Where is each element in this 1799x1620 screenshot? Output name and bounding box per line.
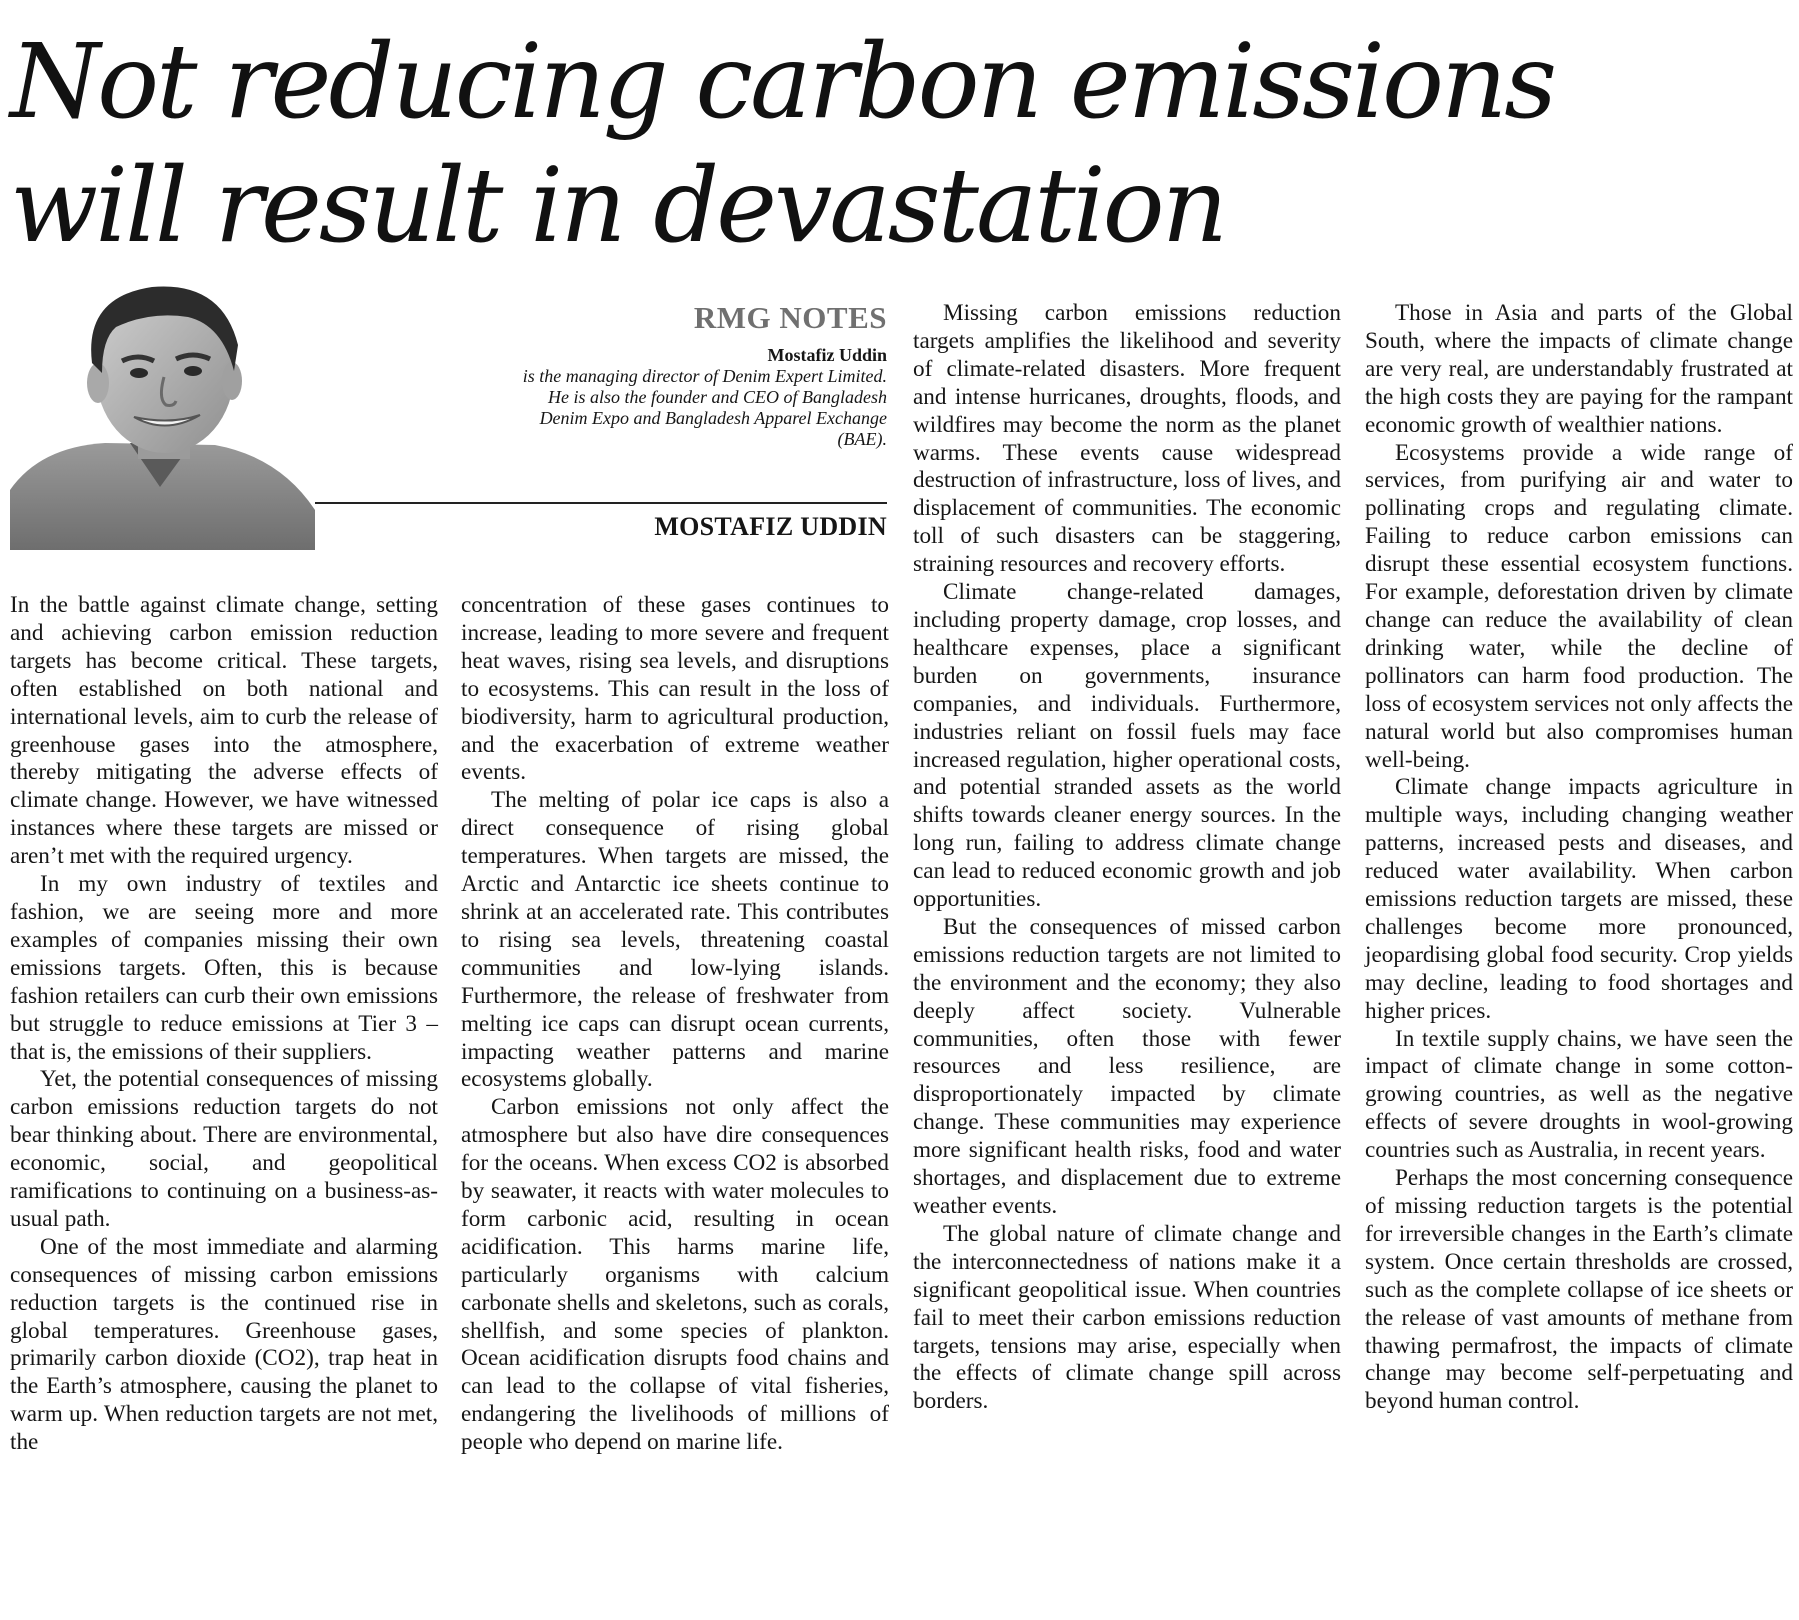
author-bio: is the managing director of Denim Expert Limited. He is also the founder and CEO of Bangladesh Denim Expo and Bangladesh Apparel Exchange (BAE). (522, 366, 887, 449)
headline-line-1: Not reducing carbon emissions (10, 22, 1555, 142)
paragraph: In my own industry of textiles and fashion, we are seeing more and more examples of companies missing their own emissions targets. Often, this is because fashion retailers can curb their own emissions but struggle to reduce emissions at Tier 3 – that is, the emissions of their suppliers. (10, 871, 438, 1065)
article-column-3 (913, 300, 1341, 1416)
paragraph: Missing carbon emissions reduction targets amplifies the likelihood and severity of climate-related disasters. More frequent and intense hurricanes, droughts, floods, and wildfires may become the norm as the planet warms. These events cause widespread destruction of infrastructure, loss of lives, and displacement of communities. The economic toll of such disasters can be staggering, straining resources and recovery efforts. (913, 300, 1341, 578)
paragraph: Yet, the potential consequences of missing carbon emissions reduction targets do not bear thinking about. There are environmental, economic, social, and geopolitical ramifications to continuing on a business-as-usual path. (10, 1066, 438, 1232)
paragraph: Carbon emissions not only affect the atmosphere but also have dire consequences for the oceans. When excess CO2 is absorbed by seawater, it reacts with water molecules to form carbonic acid, resulting in ocean acidification. This harms marine life, particularly organisms with calcium carbonate shells and skeletons, such as corals, shellfish, and some species of plankton. Ocean acidification disrupts food chains and can lead to the collapse of vital fisheries, endangering the livelihoods of millions of people who depend on marine life. (461, 1094, 889, 1456)
section-label: RMG NOTES (693, 300, 887, 335)
headline (10, 20, 1790, 268)
author-photo (10, 275, 315, 550)
paragraph: The global nature of climate change and the interconnectedness of nations make it a significant geopolitical issue. When countries fail to meet their carbon emissions reduction targets, tensions may arise, especially when the effects of climate change spill across borders. (913, 1220, 1341, 1415)
paragraph: The melting of polar ice caps is also a direct consequence of rising global temperatures. When targets are missed, the Arctic and Antarctic ice sheets continue to shrink at an accelerated rate. This contributes to rising sea levels, threatening coastal communities and low-lying islands. Furthermore, the release of freshwater from melting ice caps can disrupt ocean currents, impacting weather patterns and marine ecosystems globally. (461, 787, 889, 1093)
author-name: Mostafiz Uddin (767, 345, 887, 365)
headline-line-2: will result in devastation (10, 146, 1226, 266)
paragraph: In the battle against climate change, setting and achieving carbon emission reduction targets has become critical. These targets, often established on both national and international levels, aim to curb the release of greenhouse gases into the atmosphere, thereby mitigating the adverse effects of climate change. However, we have witnessed instances where these targets are missed or aren’t met with the required urgency. (10, 592, 438, 870)
article-column-4 (1365, 300, 1793, 1416)
paragraph: Ecosystems provide a wide range of services, from purifying air and water to pollinating crops and regulating climate. Failing to reduce carbon emissions can disrupt these essential ecosystem functions. For example, deforestation driven by climate change can reduce the availability of clean drinking water, while the decline of pollinators can harm food production. The loss of ecosystem services not only affects the natural world but also compromises human well-being. (1365, 439, 1793, 773)
author-portrait-illustration (10, 275, 315, 550)
article-column-1 (10, 592, 438, 1457)
paragraph: Climate change-related damages, including property damage, crop losses, and healthcare expenses, place a significant burden on governments, insurance companies, and individuals. Furthermore, industries reliant on fossil fuels may face increased regulation, higher operational costs, and potential stranded assets as the world shifts towards cleaner energy sources. In the long run, failing to address climate change can lead to reduced economic growth and job opportunities. (913, 579, 1341, 913)
byline-block (520, 300, 887, 450)
paragraph: concentration of these gases continues to increase, leading to more severe and frequent heat waves, rising sea levels, and disruptions to ecosystems. This can result in the loss of biodiversity, harm to agricultural production, and the exacerbation of extreme weather events. (461, 592, 889, 786)
paragraph: But the consequences of missed carbon emissions reduction targets are not limited to the environment and the economy; they also deeply affect society. Vulnerable communities, often those with fewer resources and less resilience, are disproportionately impacted by climate change. These communities may experience more significant health risks, food and water shortages, and displacement due to extreme weather events. (913, 913, 1341, 1219)
byline-rule (315, 502, 887, 504)
paragraph: Those in Asia and parts of the Global South, where the impacts of climate change are very real, are understandably frustrated at the high costs they are paying for the rampant economic growth of wealthier nations. (1365, 300, 1793, 438)
paragraph: In textile supply chains, we have seen the impact of climate change in some cotton-growing countries, as well as the negative effects of severe droughts in wool-growing countries such as Australia, in recent years. (1365, 1025, 1793, 1164)
paragraph: Climate change impacts agriculture in multiple ways, including changing weather patterns, increased pests and diseases, and reduced water availability. When carbon emissions reduction targets are missed, these challenges become more pronounced, jeopardising global food security. Crop yields may decline, leading to food shortages and higher prices. (1365, 774, 1793, 1024)
article-column-2 (461, 592, 889, 1457)
paragraph: One of the most immediate and alarming consequences of missing carbon emissions reduction targets is the continued rise in global temperatures. Greenhouse gases, primarily carbon dioxide (CO2), trap heat in the Earth’s atmosphere, causing the planet to warm up. When reduction targets are not met, the (10, 1233, 438, 1456)
author-name-caps: MOSTAFIZ UDDIN (654, 512, 887, 541)
paragraph: Perhaps the most concerning consequence of missing reduction targets is the potential for irreversible changes in the Earth’s climate system. Once certain thresholds are crossed, such as the complete collapse of ice sheets or the release of vast amounts of methane from thawing permafrost, the impacts of climate change may become self-perpetuating and beyond human control. (1365, 1165, 1793, 1415)
